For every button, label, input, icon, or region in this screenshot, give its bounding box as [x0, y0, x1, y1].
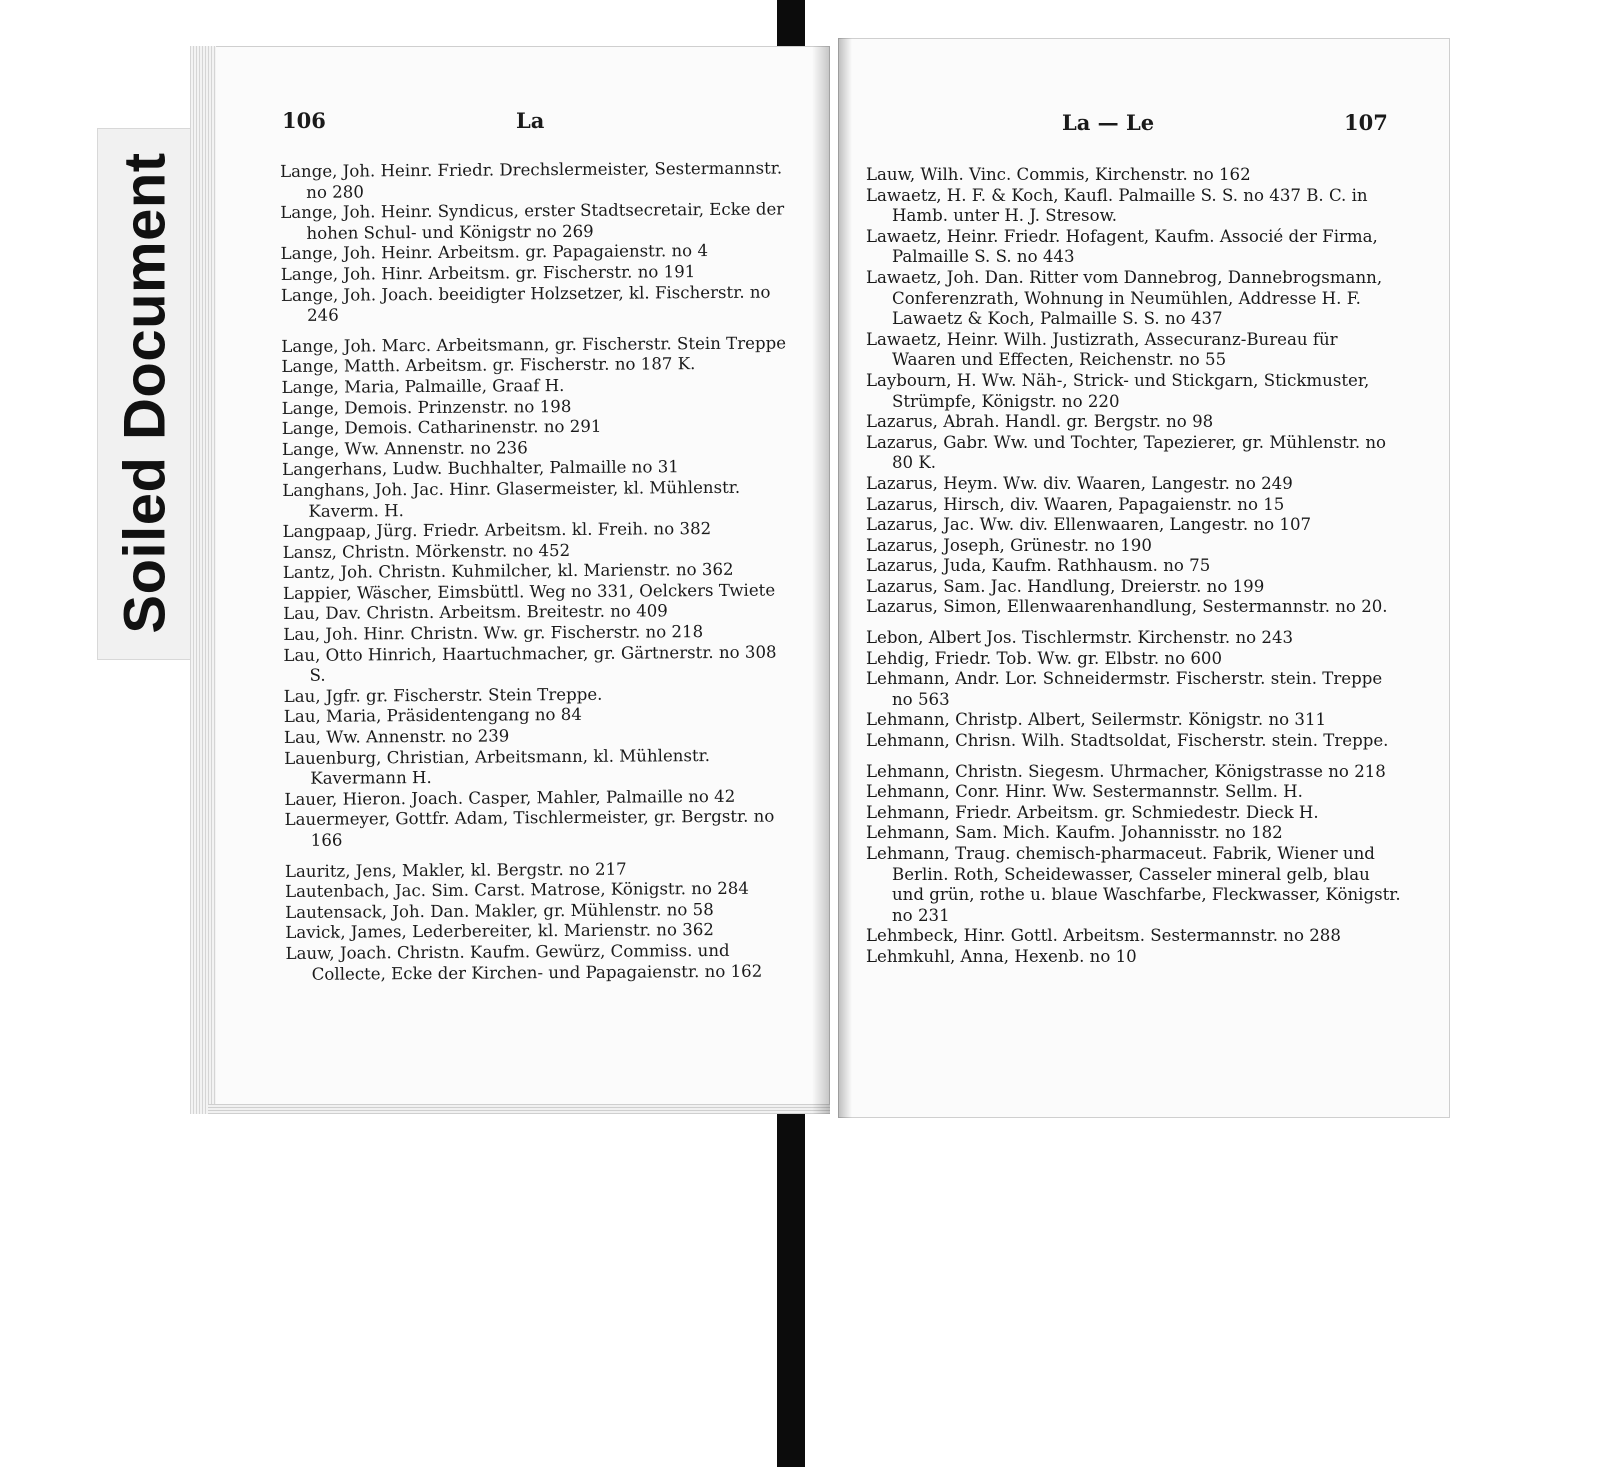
directory-entry: Lauw, Joach. Christn. Kaufm. Gewürz, Commiss. und Collecte, Ecke der Kirchen- und Papagaienstr. no 162: [285, 940, 763, 984]
directory-entry: Lehmann, Friedr. Arbeitsm. gr. Schmiedestr. Dieck H.: [866, 802, 1319, 822]
directory-entry: Lazarus, Sam. Jac. Handlung, Dreierstr. no 199: [866, 576, 1265, 596]
directory-entry: Lange, Matth. Arbeitsm. gr. Fischerstr. no 187 K.: [281, 354, 696, 377]
directory-entry: Lazarus, Juda, Kaufm. Rathhausm. no 75: [866, 556, 1211, 576]
page-number-right: 107: [1344, 110, 1388, 135]
directory-entry: Langerhans, Ludw. Buchhalter, Palmaille no 31: [282, 457, 679, 480]
directory-entry: Lauenburg, Christian, Arbeitsmann, kl. Mühlenstr. Kavermann H.: [284, 745, 711, 789]
right-page: [838, 38, 1450, 1118]
directory-entry: Lehmann, Christp. Albert, Seilermstr. Königstr. no 311: [866, 710, 1327, 730]
directory-entry: Lazarus, Joseph, Grünestr. no 190: [866, 535, 1152, 555]
directory-entry: Lehmann, Andr. Lor. Schneidermstr. Fischerstr. stein. Treppe no 563: [866, 669, 1383, 709]
directory-entry: Lehmkuhl, Anna, Hexenb. no 10: [866, 946, 1137, 966]
directory-entry: Lange, Demois. Prinzenstr. no 198: [281, 396, 572, 418]
directory-entry: Lawaetz, H. F. & Koch, Kaufl. Palmaille S. S. no 437 B. C. in Hamb. unter H. J. Stresow.: [866, 185, 1368, 226]
directory-entry: Lau, Joh. Hinr. Christn. Ww. gr. Fischerstr. no 218: [283, 622, 704, 645]
page-edge-left: [208, 1104, 830, 1114]
entry-list-left: [280, 158, 796, 985]
directory-entry: Lange, Ww. Annenstr. no 236: [281, 437, 528, 459]
directory-entry: Laybourn, H. Ww. Näh-, Strick- und Stickgarn, Stickmuster, Strümpfe, Königstr. no 220: [866, 370, 1370, 411]
directory-entry: Lansz, Christn. Mörkenstr. no 452: [282, 540, 571, 562]
directory-entry: Lavick, James, Lederbereiter, kl. Marienstr. no 362: [285, 920, 714, 943]
directory-entry: Lange, Demois. Catharinenstr. no 291: [281, 416, 602, 439]
directory-entry: Lehmann, Christn. Siegesm. Uhrmacher, Königstrasse no 218: [866, 761, 1386, 781]
directory-entry: Lazarus, Jac. Ww. div. Ellenwaaren, Langestr. no 107: [866, 515, 1312, 535]
directory-entry: Lange, Joh. Hinr. Arbeitsm. gr. Fischerstr. no 191: [280, 262, 696, 284]
directory-entry: Lazarus, Gabr. Ww. und Tochter, Tapezierer, gr. Mühlenstr. no 80 K.: [866, 432, 1387, 473]
directory-entry: Lange, Maria, Palmaille, Graaf H.: [281, 375, 565, 397]
stamp-label: Soiled Document: [112, 152, 178, 634]
directory-entry: Lau, Jgfr. gr. Fischerstr. Stein Treppe.: [283, 684, 603, 706]
directory-entry: Lau, Ww. Annenstr. no 239: [283, 726, 510, 748]
running-head-left: La: [516, 108, 545, 133]
directory-entry: Lauermeyer, Gottfr. Adam, Tischlermeister, gr. Bergstr. no 166: [284, 806, 775, 850]
directory-entry: Lauritz, Jens, Makler, kl. Bergstr. no 217: [284, 859, 627, 881]
entry-list-right: [866, 165, 1404, 968]
directory-entry: Lau, Maria, Präsidentengang no 84: [283, 705, 582, 727]
directory-entry: Lehmann, Conr. Hinr. Ww. Sestermannstr. Sellm. H.: [866, 782, 1303, 802]
directory-entry: Lehmann, Chrisn. Wilh. Stadtsoldat, Fischerstr. stein. Treppe.: [866, 731, 1389, 751]
directory-entry: Lappier, Wäscher, Eimsbüttl. Weg no 331, Oelckers Twiete: [282, 580, 776, 603]
directory-entry: Lau, Dav. Christn. Arbeitsm. Breitestr. no 409: [283, 601, 668, 624]
directory-entry: Lazarus, Simon, Ellenwaarenhandlung, Sestermannstr. no 20.: [866, 597, 1388, 617]
directory-entry: Lehmbeck, Hinr. Gottl. Arbeitsm. Sestermannstr. no 288: [866, 926, 1341, 946]
directory-entry: Lau, Otto Hinrich, Haartuchmacher, gr. Gärtnerstr. no 308 S.: [283, 642, 777, 686]
directory-entry: Lazarus, Abrah. Handl. gr. Bergstr. no 98: [866, 412, 1214, 432]
directory-entry: Lange, Joh. Marc. Arbeitsmann, gr. Fischerstr. Stein Treppe: [281, 333, 787, 356]
directory-entry: Lawaetz, Heinr. Wilh. Justizrath, Assecuranz-Bureau für Waaren und Effecten, Reichenstr. no 55: [866, 329, 1338, 370]
running-head-right: La — Le: [1062, 110, 1155, 135]
directory-entry: Lauer, Hieron. Joach. Casper, Mahler, Palmaille no 42: [284, 786, 736, 809]
left-page: [190, 46, 830, 1114]
directory-entry: Lehmann, Sam. Mich. Kaufm. Johannisstr. no 182: [866, 823, 1283, 843]
directory-entry: Lange, Joh. Heinr. Arbeitsm. gr. Papagaienstr. no 4: [280, 241, 709, 264]
directory-entry: Lantz, Joh. Christn. Kuhmilcher, kl. Marienstr. no 362: [282, 560, 734, 583]
directory-entry: Lebon, Albert Jos. Tischlermstr. Kirchenstr. no 243: [866, 628, 1294, 648]
directory-entry: Langpaap, Jürg. Friedr. Arbeitsm. kl. Freih. no 382: [282, 519, 712, 542]
directory-entry: Lauw, Wilh. Vinc. Commis, Kirchenstr. no 162: [866, 165, 1251, 184]
directory-entry: Lazarus, Hirsch, div. Waaren, Papagaienstr. no 15: [866, 494, 1285, 514]
directory-entry: Lange, Joh. Heinr. Friedr. Drechslermeister, Sestermannstr. no 280: [280, 158, 783, 202]
page-number-left: 106: [282, 108, 326, 133]
directory-entry: Lautensack, Joh. Dan. Makler, gr. Mühlenstr. no 58: [285, 899, 714, 922]
directory-entry: Lehmann, Traug. chemisch-pharmaceut. Fabrik, Wiener und Berlin. Roth, Scheidewasser, Casseler mineral gelb, blau und grün, rothe u. blaue Waschfarbe, Fleckwasser, Königstr. no 231: [866, 844, 1401, 925]
directory-entry: Lange, Joh. Heinr. Syndicus, erster Stadtsecretair, Ecke der hohen Schul- und Königstr no 269: [280, 199, 785, 243]
directory-entry: Lehdig, Friedr. Tob. Ww. gr. Elbstr. no 600: [866, 648, 1223, 668]
directory-entry: Lawaetz, Joh. Dan. Ritter vom Dannebrog, Dannebrogsmann, Conferenzrath, Wohnung in Neumühlen, Addresse H. F. Lawaetz & Koch, Palmaille S. S. no 437: [866, 267, 1383, 329]
directory-entry: Lautenbach, Jac. Sim. Carst. Matrose, Königstr. no 284: [285, 878, 749, 902]
directory-entry: Lange, Joh. Joach. beeidigter Holzsetzer, kl. Fischerstr. no 246: [280, 282, 771, 325]
directory-entry: Lawaetz, Heinr. Friedr. Hofagent, Kaufm. Associé der Firma, Palmaille S. S. no 443: [866, 226, 1378, 267]
directory-entry: Lazarus, Heym. Ww. div. Waaren, Langestr. no 249: [866, 473, 1293, 493]
directory-entry: Langhans, Joh. Jac. Hinr. Glasermeister, kl. Mühlenstr. Kaverm. H.: [282, 477, 741, 521]
